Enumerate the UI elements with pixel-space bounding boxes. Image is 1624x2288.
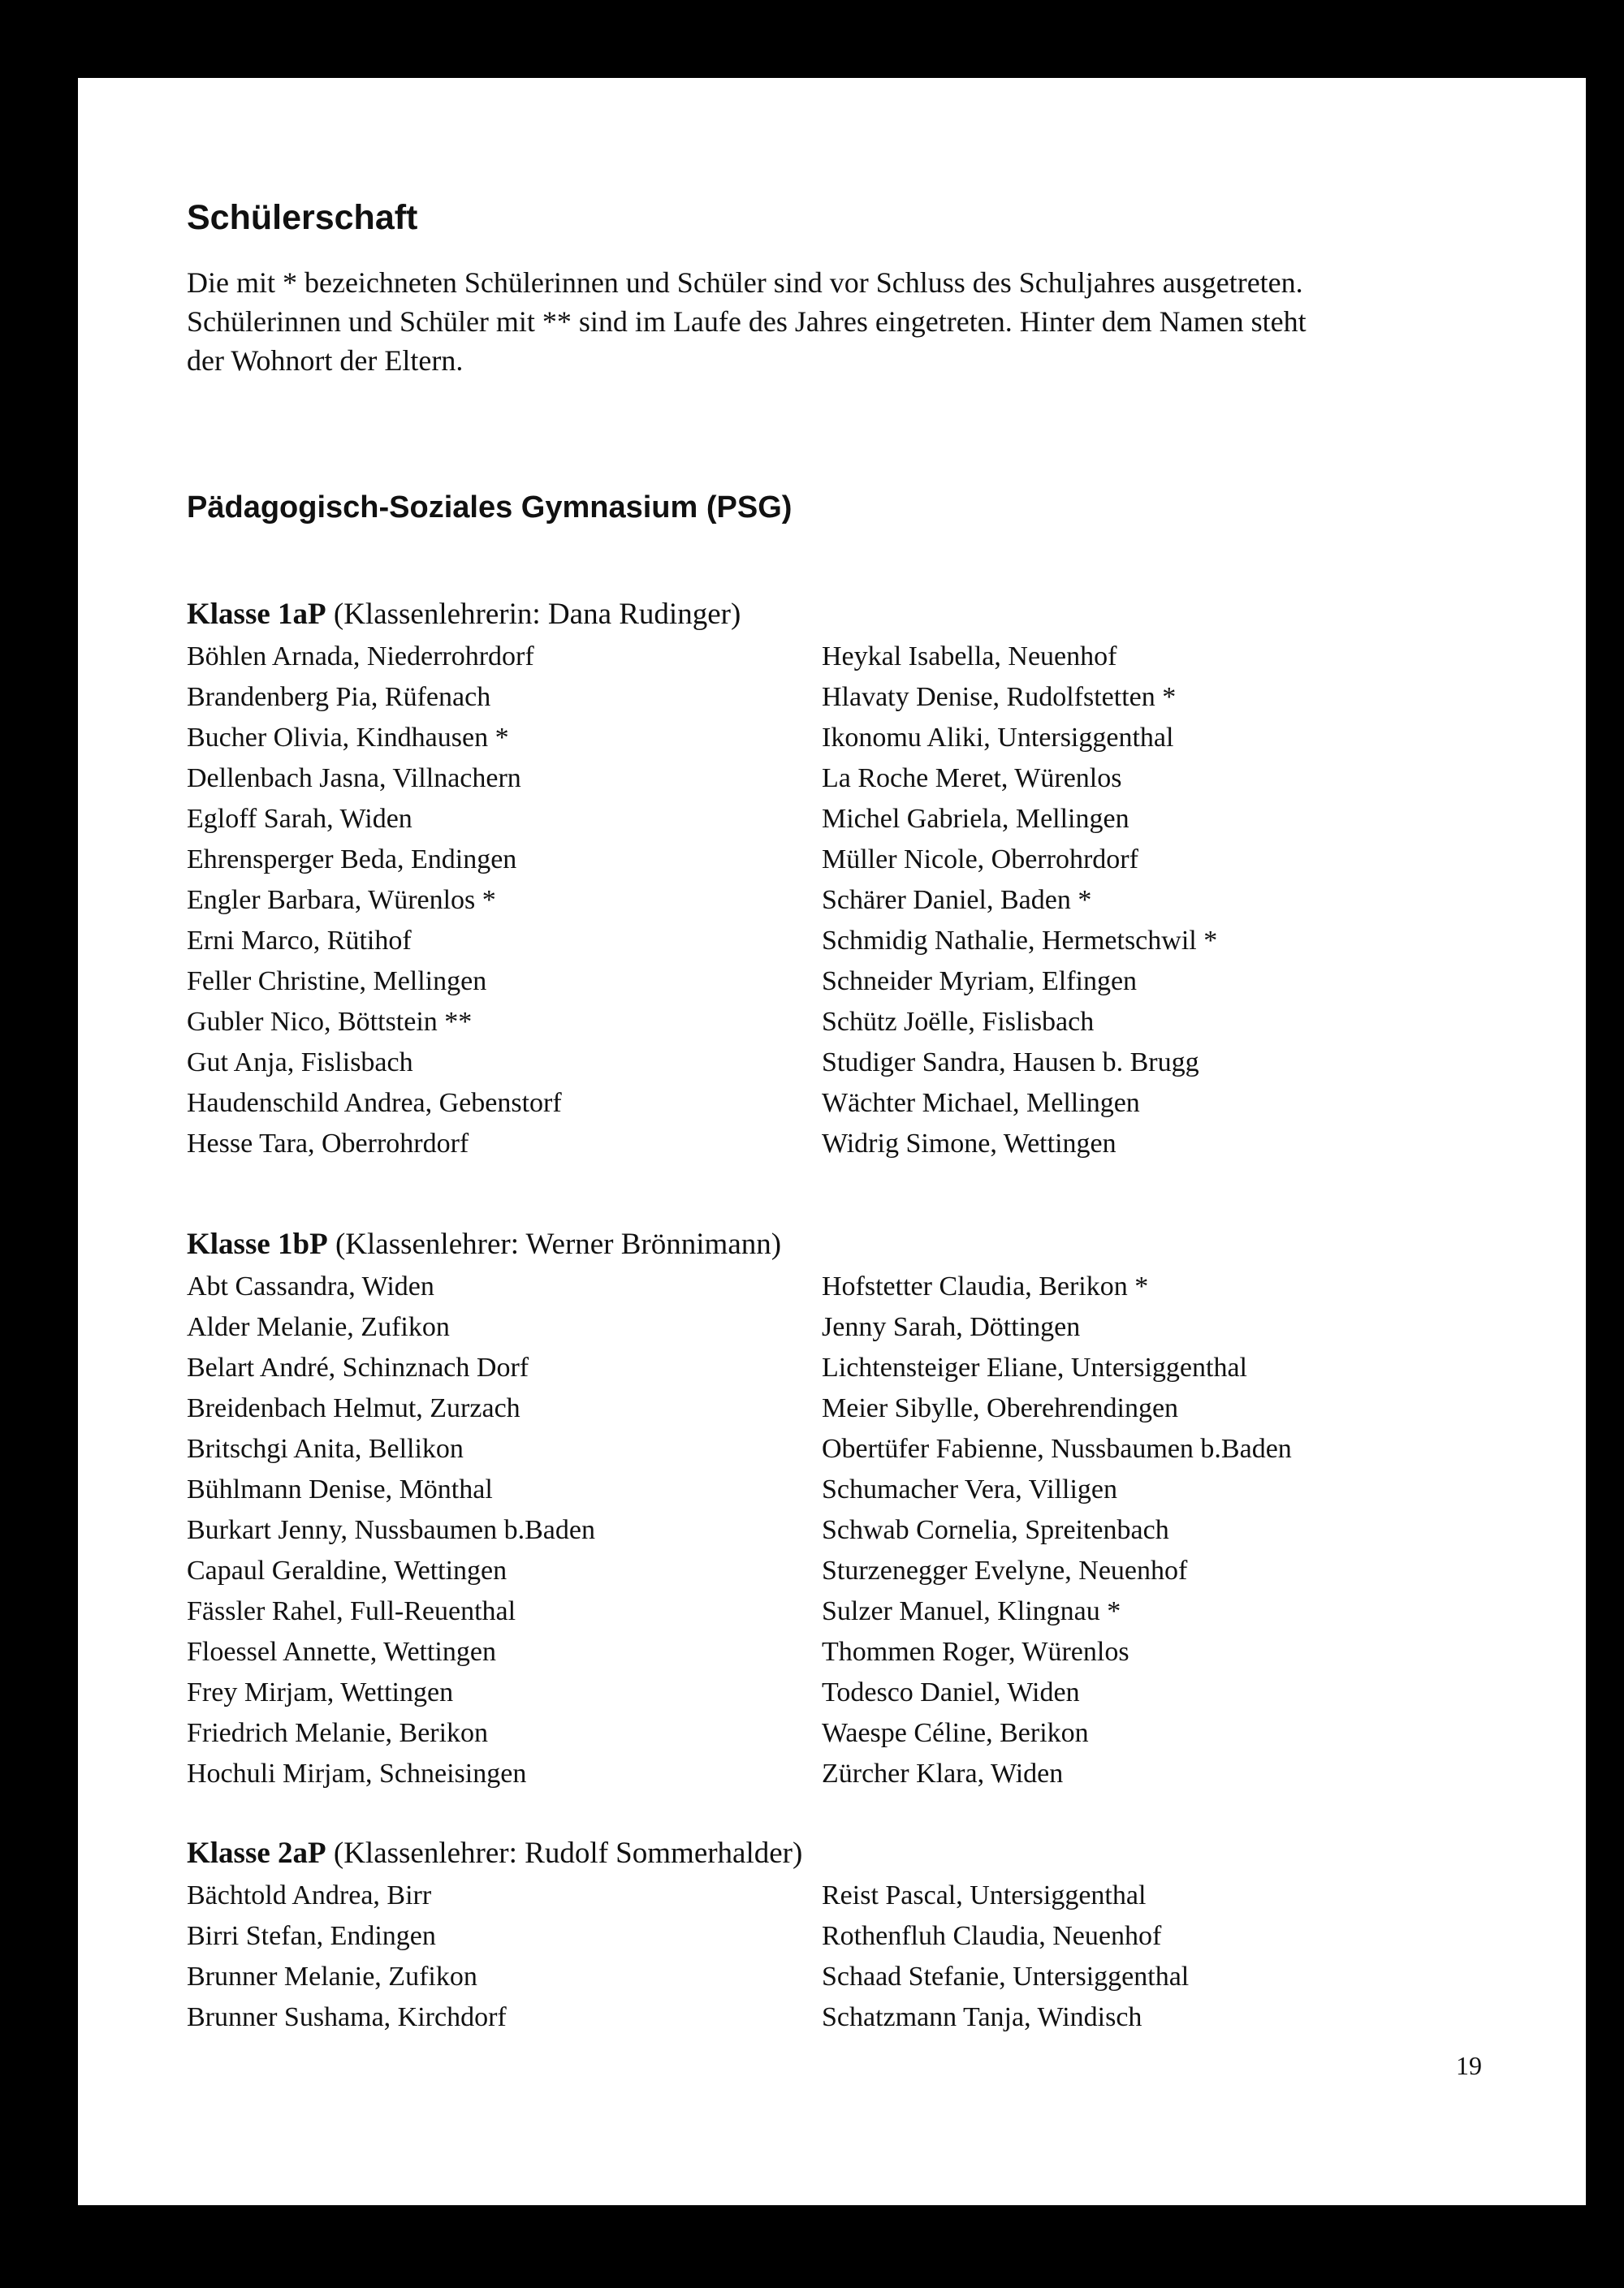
class-teacher: (Klassenlehrerin: Dana Rudinger) [333,598,741,631]
class-teacher: (Klassenlehrer: Rudolf Sommerhalder) [333,1837,803,1870]
class-block-1bp [187,1224,1518,1794]
student-entry: Studiger Sandra, Hausen b. Brugg [822,1047,1199,1077]
student-entry: Belart André, Schinznach Dorf [187,1353,529,1383]
student-entry: Schumacher Vera, Villigen [822,1474,1117,1504]
student-entry: Jenny Sarah, Döttingen [822,1312,1081,1342]
student-entry: Schütz Joëlle, Fislisbach [822,1007,1095,1037]
student-entry: Abt Cassandra, Widen [187,1271,434,1302]
student-entry: Schwab Cornelia, Spreitenbach [822,1515,1169,1545]
student-entry: Erni Marco, Rütihof [187,926,412,956]
student-entry: Birri Stefan, Endingen [187,1921,436,1951]
class-label: Klasse 1aP [187,598,326,631]
student-entry: Haudenschild Andrea, Gebenstorf [187,1088,562,1118]
student-entry: Hlavaty Denise, Rudolfstetten * [822,682,1177,712]
student-entry: Fässler Rahel, Full-Reuenthal [187,1596,516,1626]
student-entry: Hochuli Mirjam, Schneisingen [187,1759,527,1789]
page-title: Schülerschaft [187,198,418,237]
student-entry: Michel Gabriela, Mellingen [822,804,1129,834]
student-entry: Bächtold Andrea, Birr [187,1880,432,1910]
student-column-left [187,1267,822,1794]
student-entry: Frey Mirjam, Wettingen [187,1677,454,1707]
student-entry: Schneider Myriam, Elfingen [822,966,1138,996]
student-column-left [187,1876,822,2038]
section-title: Pädagogisch-Soziales Gymnasium (PSG) [187,490,793,525]
class-block-2ap [187,1833,1518,2038]
student-entry: Brunner Melanie, Zufikon [187,1962,477,1992]
student-entry: Böhlen Arnada, Niederrohrdorf [187,641,534,671]
intro-line: Die mit * bezeichneten Schülerinnen und Schüler sind vor Schluss des Schuljahres ausgetreten. [187,266,1303,299]
student-entry: Brandenberg Pia, Rüfenach [187,682,491,712]
class-label: Klasse 1bP [187,1228,328,1261]
class-teacher: (Klassenlehrer: Werner Brönnimann) [335,1228,782,1261]
student-entry: Floessel Annette, Wettingen [187,1637,496,1667]
student-entry: Burkart Jenny, Nussbaumen b.Baden [187,1515,595,1545]
intro-line: der Wohnort der Eltern. [187,344,464,377]
student-entry: Hesse Tara, Oberrohrdorf [187,1129,469,1159]
student-entry: Dellenbach Jasna, Villnachern [187,763,521,793]
intro-line: Schülerinnen und Schüler mit ** sind im Laufe des Jahres eingetreten. Hinter dem Namen steht [187,305,1307,338]
student-entry: Hofstetter Claudia, Berikon * [822,1271,1149,1302]
class-label: Klasse 2aP [187,1837,326,1870]
student-entry: Lichtensteiger Eliane, Untersiggenthal [822,1353,1247,1383]
student-entry: Engler Barbara, Würenlos * [187,885,496,915]
student-entry: Wächter Michael, Mellingen [822,1088,1140,1118]
student-entry: Thommen Roger, Würenlos [822,1637,1129,1667]
document-page [78,78,1586,2205]
class-block-1ap [187,594,1518,1164]
student-entry: Waespe Céline, Berikon [822,1718,1089,1748]
student-entry: Alder Melanie, Zufikon [187,1312,450,1342]
student-entry: Todesco Daniel, Widen [822,1677,1080,1707]
student-entry: Ikonomu Aliki, Untersiggenthal [822,723,1174,753]
student-entry: Reist Pascal, Untersiggenthal [822,1880,1147,1910]
student-column-left [187,637,822,1164]
student-entry: Gut Anja, Fislisbach [187,1047,413,1077]
student-entry: Friedrich Melanie, Berikon [187,1718,489,1748]
student-entry: Widrig Simone, Wettingen [822,1129,1116,1159]
student-entry: Brunner Sushama, Kirchdorf [187,2002,507,2032]
page-number: 19 [1456,2051,1482,2080]
student-entry: Obertüfer Fabienne, Nussbaumen b.Baden [822,1434,1292,1464]
student-entry: Gubler Nico, Böttstein ** [187,1007,473,1037]
student-columns [187,1267,1518,1794]
student-entry: La Roche Meret, Würenlos [822,763,1122,793]
student-entry: Zürcher Klara, Widen [822,1759,1064,1789]
student-entry: Schatzmann Tanja, Windisch [822,2002,1142,2032]
class-heading [187,1224,1518,1265]
student-entry: Bühlmann Denise, Mönthal [187,1474,493,1504]
student-column-right [822,637,1457,1164]
student-entry: Müller Nicole, Oberrohrdorf [822,844,1138,874]
student-entry: Schärer Daniel, Baden * [822,885,1092,915]
student-entry: Sulzer Manuel, Klingnau * [822,1596,1121,1626]
student-entry: Feller Christine, Mellingen [187,966,487,996]
student-entry: Egloff Sarah, Widen [187,804,412,834]
student-column-right [822,1876,1457,2038]
student-entry: Heykal Isabella, Neuenhof [822,641,1117,671]
student-column-right [822,1267,1457,1794]
class-heading [187,594,1518,635]
student-entry: Meier Sibylle, Oberehrendingen [822,1393,1179,1423]
student-entry: Rothenfluh Claudia, Neuenhof [822,1921,1162,1951]
class-heading [187,1833,1518,1874]
student-entry: Breidenbach Helmut, Zurzach [187,1393,520,1423]
student-entry: Britschgi Anita, Bellikon [187,1434,464,1464]
student-columns [187,1876,1518,2038]
student-entry: Bucher Olivia, Kindhausen * [187,723,509,753]
student-entry: Schmidig Nathalie, Hermetschwil * [822,926,1218,956]
student-entry: Ehrensperger Beda, Endingen [187,844,517,874]
intro-paragraph [187,263,1486,380]
student-columns [187,637,1518,1164]
student-entry: Sturzenegger Evelyne, Neuenhof [822,1556,1188,1586]
student-entry: Schaad Stefanie, Untersiggenthal [822,1962,1190,1992]
student-entry: Capaul Geraldine, Wettingen [187,1556,508,1586]
